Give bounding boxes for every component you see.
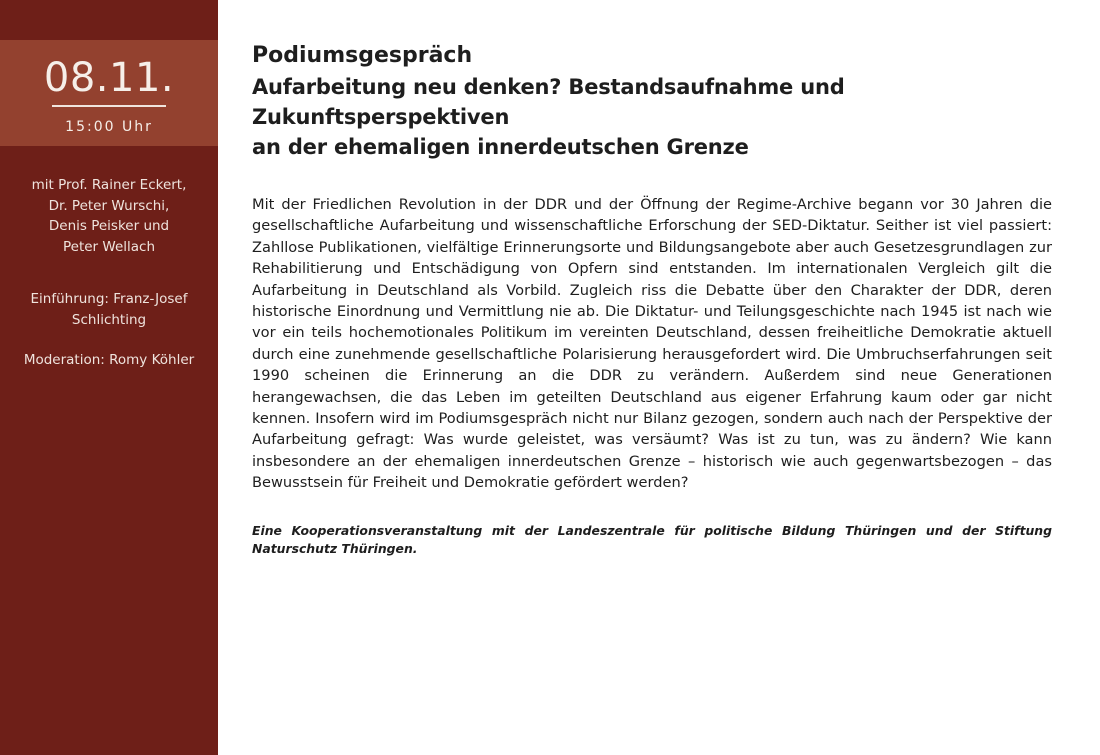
moderation-credit: Moderation: Romy Köhler bbox=[23, 352, 195, 368]
event-type-heading: Podiumsgespräch bbox=[252, 43, 473, 68]
main-content bbox=[252, 40, 1052, 558]
cooperation-note: Eine Kooperationsveranstaltung mit der Landeszentrale für politische Bildung Thüringen und der Stiftung Naturschutz Thüringen. bbox=[252, 522, 1052, 556]
date-divider bbox=[52, 105, 166, 107]
date-box bbox=[0, 40, 218, 146]
introduction-credit: Einführung: Franz-Josef Schlichting bbox=[30, 291, 188, 328]
event-time: 15:00 Uhr bbox=[65, 119, 153, 135]
event-date: 08.11. bbox=[43, 55, 175, 101]
event-description: Mit der Friedlichen Revolution in der DDR und der Öffnung der Regime-Archive begann vor 30 Jahren die gesellschaftliche Aufarbeitung und wissenschaftliche Erforschung der SED-Diktatur. Seither ist viel passiert: Zahllose Publikationen, vielfältige Erinnerungsorte und Bildungsangebote aber auch Gesetzesgrundlagen zur Rehabilitierung und Entschädigung von Opfern sind entstanden. Im internationalen Vergleich gilt die Aufarbeitung in Deutschland als Vorbild. Zugleich riss die Debatte über den Charakter der DDR, deren historische Einordnung und Vermittlung nie ab. Die Diktatur- und Teilungsgeschichte nach 1945 ist nach wie vor ein teils hochemotionales Politikum im vereinten Deutschland, dessen freiheitliche Demokratie aktuell durch eine zunehmende gesellschaftliche Polarisierung herausgefordert wird. Die Umbruchserfahrungen seit 1990 scheinen die Erinnerung an die DDR zu verändern. Außerdem sind neue Generationen herangewachsen, die das Leben im geteilten Deutschland aus eigener Erfahrung kaum oder gar nicht kennen. Insofern wird im Podiumsgespräch nicht nur Bilanz gezogen, sondern auch nach der Perspektive der Aufarbeitung gefragt: Was wurde geleistet, was versäumt? Was ist zu tun, was zu ändern? Wie kann insbesondere an der ehemaligen innerdeutschen Grenze – historisch wie auch gegenwartsbezogen – das Bewusstsein für Freiheit und Demokratie gefördert werden? bbox=[252, 196, 1052, 492]
sidebar bbox=[0, 0, 218, 755]
event-title: Aufarbeitung neu denken? Bestandsaufnahme und Zukunftsperspektiven an der ehemaligen innerdeutschen Grenze bbox=[252, 75, 845, 159]
speakers-list: mit Prof. Rainer Eckert, Dr. Peter Wurschi, Denis Peisker und Peter Wellach bbox=[31, 177, 187, 255]
